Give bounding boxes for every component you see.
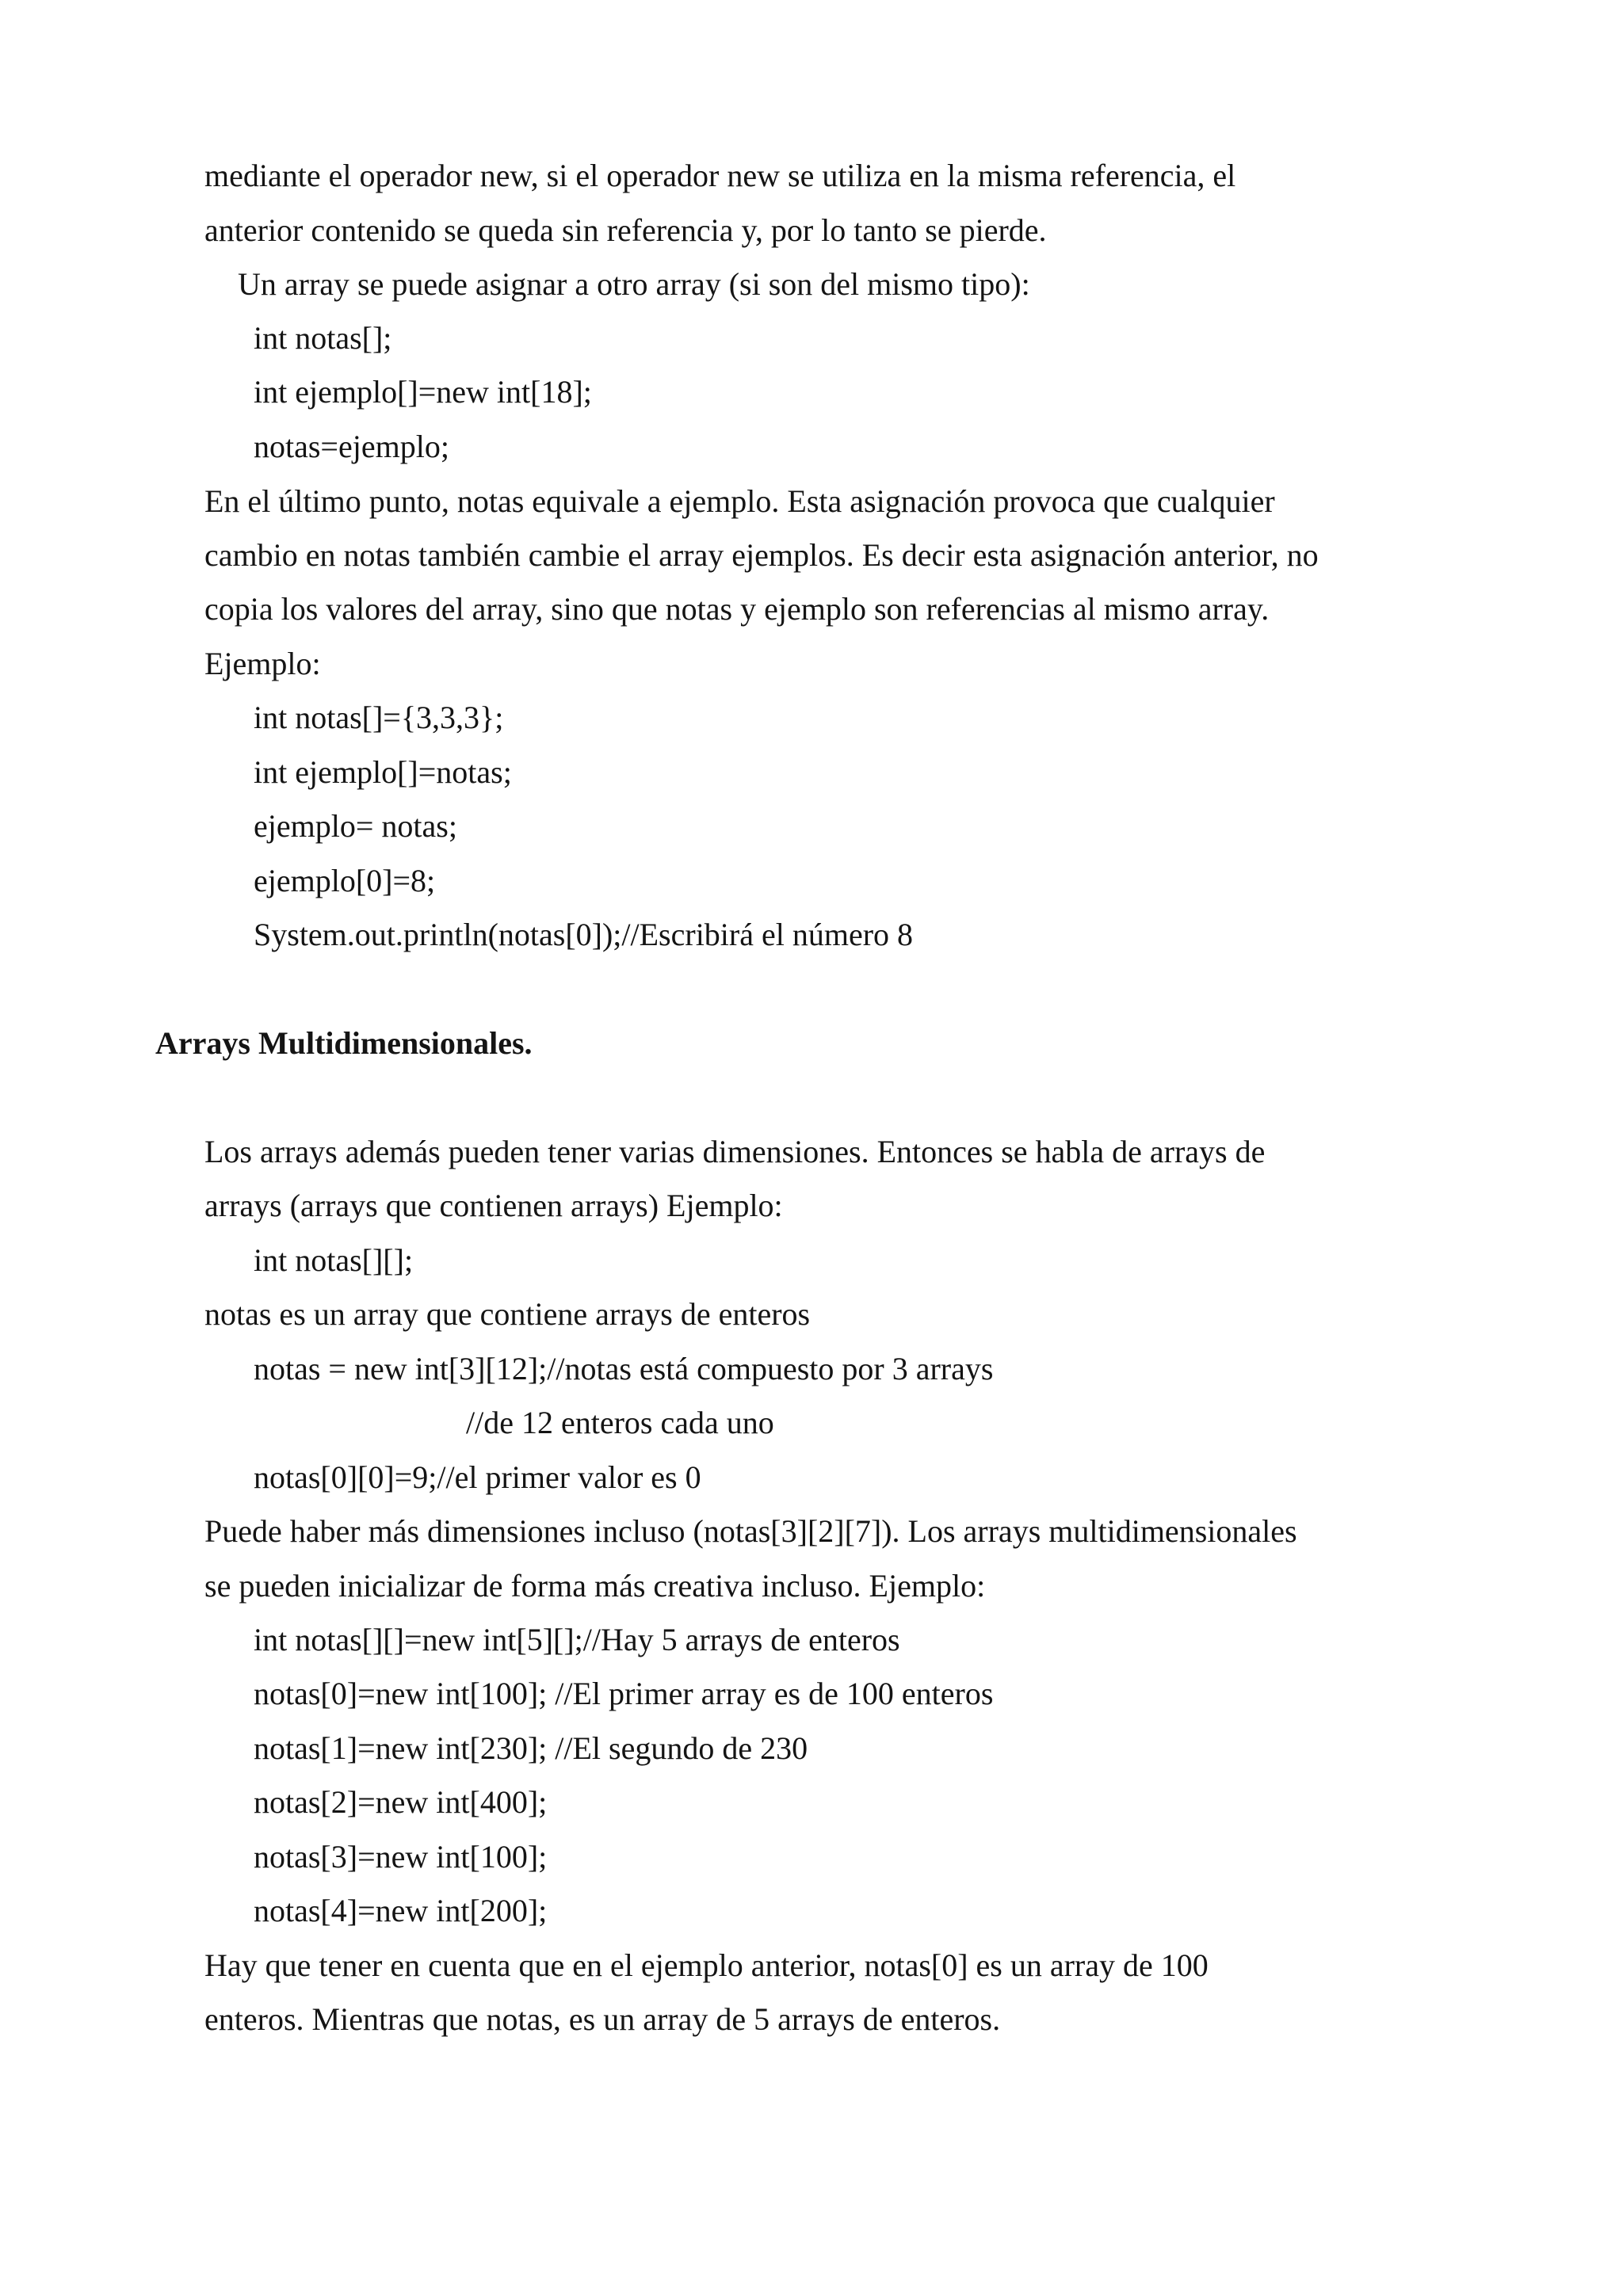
- code-line: notas=ejemplo;: [254, 429, 449, 464]
- text-line: Un array se puede asignar a otro array (si son del mismo tipo):: [238, 266, 1030, 302]
- text-line: En el último punto, notas equivale a ejemplo. Esta asignación provoca que cualquier: [204, 483, 1275, 519]
- text-line: notas es un array que contiene arrays de enteros: [204, 1296, 811, 1332]
- code-line: ejemplo[0]=8;: [254, 863, 436, 898]
- text-line: Ejemplo:: [204, 646, 321, 681]
- text-line: anterior contenido se queda sin referencia y, por lo tanto se pierde.: [204, 212, 1047, 248]
- code-line: int notas[]={3,3,3};: [254, 700, 504, 735]
- code-line: notas[0]=new int[100]; //El primer array es de 100 enteros: [254, 1676, 994, 1711]
- code-line: notas = new int[3][12];//notas está compuesto por 3 arrays: [254, 1351, 994, 1386]
- code-line: notas[0][0]=9;//el primer valor es 0: [254, 1459, 701, 1495]
- code-line: ejemplo= notas;: [254, 808, 457, 844]
- code-line: notas[4]=new int[200];: [254, 1893, 548, 1928]
- code-line: notas[2]=new int[400];: [254, 1784, 548, 1820]
- text-line: Los arrays además pueden tener varias dimensiones. Entonces se habla de arrays de: [204, 1134, 1266, 1169]
- code-line: int notas[][]=new int[5][];//Hay 5 arrays de enteros: [254, 1622, 900, 1657]
- code-line: notas[3]=new int[100];: [254, 1839, 548, 1875]
- code-line: notas[1]=new int[230]; //El segundo de 230: [254, 1730, 808, 1766]
- text-line: arrays (arrays que contienen arrays) Ejemplo:: [204, 1188, 783, 1223]
- text-line: copia los valores del array, sino que notas y ejemplo son referencias al mismo array.: [204, 591, 1270, 627]
- code-line: int ejemplo[]=notas;: [254, 754, 512, 790]
- text-line: enteros. Mientras que notas, es un array de 5 arrays de enteros.: [204, 2001, 1001, 2037]
- code-line: System.out.println(notas[0]);//Escribirá el número 8: [254, 917, 914, 952]
- code-line: //de 12 enteros cada uno: [466, 1405, 774, 1440]
- code-line: int notas[];: [254, 320, 392, 356]
- section-heading: Arrays Multidimensionales.: [155, 1025, 533, 1061]
- text-line: Puede haber más dimensiones incluso (notas[3][2][7]). Los arrays multidimensionales: [204, 1513, 1297, 1549]
- text-line: mediante el operador new, si el operador new se utiliza en la misma referencia, el: [204, 158, 1236, 193]
- code-line: int notas[][];: [254, 1242, 414, 1278]
- text-line: Hay que tener en cuenta que en el ejemplo anterior, notas[0] es un array de 100: [204, 1947, 1209, 1983]
- text-line: cambio en notas también cambie el array ejemplos. Es decir esta asignación anterior, no: [204, 537, 1319, 573]
- text-line: se pueden inicializar de forma más creativa incluso. Ejemplo:: [204, 1568, 986, 1604]
- code-line: int ejemplo[]=new int[18];: [254, 374, 592, 410]
